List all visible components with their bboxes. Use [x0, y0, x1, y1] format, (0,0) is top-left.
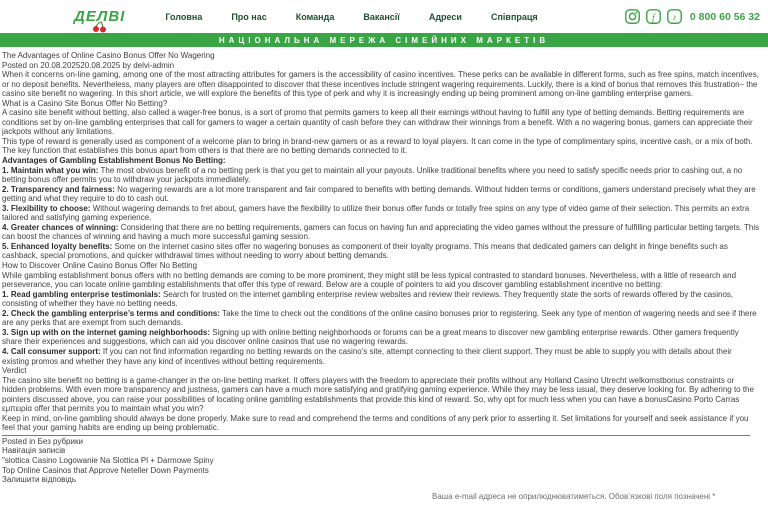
article-paragraph: 2. Check the gambling enterprise’s terms and conditions: Take the time to check out the conditions of the online casino bonuses prior to registering. Seek any type of mention of wagering needs and see if there are any perks that are exempt from such demands.: [2, 308, 757, 328]
site-header: [0, 0, 768, 33]
article-paragraph: 3. Sign up with on the internet gaming neighborhoods: Signing up with online betting neighborhoods or forums can be a great means to discover new gambling enterprise rewards. Other gamers frequently share their experiences and suggestions, which can aid you discover online casinos that use no wagering rewards.: [2, 327, 739, 347]
article-paragraph: 3. Flexibility to choose: Without wagering demands to fret about, gamers have the flexibility to utilize their bonus offer funds or totally free spins on any type of video game of their selection. This permits an extra tailored and satisfying gaming experience.: [2, 203, 750, 223]
instagram-icon[interactable]: [624, 8, 641, 25]
article-paragraph: A casino site benefit without betting, also called a wager-free bonus, is a sort of promo that permits gamers to keep all their earnings without having to fulfill any type of betting demands. Betting requirements are conditions set by on-line gambling enterprises that call for gamers to wager a certain quantity of cash before they can withdraw their winnings from a benefit. With a no wagering bonus, gamers can appreciate their jackpots without any limitations.: [2, 108, 753, 137]
article-paragraph: 5. Enhanced loyalty benefits: Some on the internet casino sites offer no wagering bonuses as component of their loyalty programs. This means that dedicated gamers can delight in fringe benefits such as cashback, special promotions, and quicker withdrawal times without needing to worry about betting demands.: [2, 241, 728, 261]
facebook-icon[interactable]: [645, 8, 662, 25]
article-title: The Advantages of Online Casino Bonus Offer No Wagering: [2, 51, 215, 60]
next-post-link[interactable]: Top Online Casinos that Approve Neteller Down Payments: [2, 465, 209, 475]
banner: [0, 33, 768, 47]
article-paragraph: The casino site benefit no betting is a game-changer in the on-line betting market. It offers players with the freedom to appreciate their profits without any Holland Casino Utrecht welkomstbonus constraints or hidden problems. With even more transparency and justness, gamers can have a much more satisfying and gratifying gaming experience. While they may be less usual, they deserve looking for. By adhering to the pointers discussed above, you can raise your possibilities of locating online gambling establishments that provide this kind of reward. So, why opt for much less when you can have a bonusCasino Porto Carras εμπειρία offer that permits you to maintain what you win?: [2, 375, 754, 414]
article-paragraph: How to Discover Online Casino Bonus Offer No Betting: [2, 261, 198, 271]
post-nav-heading: Навігація записів: [2, 446, 66, 456]
nav-item-vacancies[interactable]: Вакансії: [363, 11, 400, 22]
nav-item-addresses[interactable]: Адреси: [428, 11, 462, 22]
article-paragraph: 4. Call consumer support: If you can not find information regarding no betting rewards on the casino's site, attempt connecting to their client support. They must be able to supply you with details about their existing promos and whether they have any kind of incentives without betting requirements.: [2, 346, 732, 366]
main-nav: [165, 12, 537, 22]
article-paragraph: What is a Casino Site Bonus Offer No Betting?: [2, 98, 168, 108]
article-paragraph: 2. Transparency and fairness: No wagering rewards are a lot more transparent and fair compared to benefits with betting demands. Without hidden terms or conditions, gamers understand precisely what they are getting and what they require to do to cash out.: [2, 184, 756, 204]
logo[interactable]: [74, 9, 125, 24]
svg-text:f: f: [652, 12, 655, 24]
nav-item-cooperation[interactable]: Співпраця: [490, 11, 538, 22]
article-meta: Posted on 20.08.202520.08.2025 by delvi-admin: [2, 60, 175, 70]
article-body: [2, 70, 760, 433]
prev-post-link[interactable]: "slottica Casino Logowanie Na Slottica Pl + Darmowe Spiny: [2, 455, 214, 465]
article-paragraph: 4. Greater chances of winning: Considering that there are no betting requirements, gamers can focus on having fun and appreciating the video games without the pressure of fulfilling particular betting targets. This can boost the chances of winning and having a much more successful gaming session.: [2, 222, 760, 242]
cherries-icon: [92, 21, 108, 33]
article-paragraph: Verdict: [2, 366, 27, 376]
divider: [2, 435, 750, 436]
phone-number[interactable]: 0 800 60 56 32: [689, 10, 760, 23]
leave-reply-heading: Залишити відповідь: [2, 475, 76, 485]
article-paragraph: This type of reward is generally used as component of a welcome plan to bring in brand-new gamers or as a reward to loyal players. It can come in the type of complimentary spins, incentive cash, or a mix of both. The key function that establishes this bonus apart from others is that there are no betting demands connected to it.: [2, 136, 753, 156]
banner-text: НАЦІОНАЛЬНА МЕРЕЖА СІМЕЙНИХ МАРКЕТІВ: [218, 35, 550, 45]
posted-in: Posted in Без рубрики: [2, 436, 83, 446]
article-paragraph: While gambling establishment bonus offers with no betting demands are coming to be more prominent, they might still be less typical contrasted to standard bonuses. Nevertheless, with a little of research and perseverance, you can locate online gambling establishments that offer this type of reward. Below are a couple of pointers to aid you discover gambling establishment incentive no betting:: [2, 270, 737, 290]
svg-text:♪: ♪: [672, 12, 677, 23]
article-paragraph: When it concerns on-line gaming, among one of the most attracting attributes for gamers is the accessibility of casino incentives. These perks can be available in different forms, such as free spins, match incentives, or no deposit benefits. Nevertheless, many players are often disappointed to discover that these incentives include stringent wagering requirements. Luckily, there is a kind of bonus that removes this frustration– the casino site benefit no wagering. In this short article, we will explore the benefits of this type of perk and why it is increasingly ending up being prominent among on-line gambling enterprise gamers.: [2, 70, 759, 99]
nav-item-team[interactable]: Команда: [295, 11, 335, 22]
article-paragraph: 1. Read gambling enterprise testimonials: Search for trusted on the internet gambling enterprise review websites and review their reviews. They frequently state the sorts of rewards offered by the casinos, consisting of whether they have no betting needs.: [2, 289, 734, 309]
article: [0, 47, 768, 501]
tiktok-icon[interactable]: [666, 8, 683, 25]
nav-item-home[interactable]: Головна: [165, 11, 203, 22]
article-paragraph: 1. Maintain what you win: The most obvious benefit of a no betting perk is that you get to maintain all your payouts. Unlike traditional benefits where you need to satisfy specific needs prior to cashing out, a no betting bonus offer permits you to withdraw your jackpots immediately.: [2, 165, 743, 185]
email-note: Ваша e-mail адреса не оприлюднюватиметься. Обов’язкові поля позначені *: [432, 491, 716, 501]
nav-item-about[interactable]: Про нас: [231, 11, 267, 22]
article-paragraph: Advantages of Gambling Establishment Bonus No Betting:: [2, 156, 226, 166]
logo-text: ДЕЛВІ: [74, 8, 126, 25]
article-paragraph: Keep in mind, on-line gambling should always be done properly. Make sure to read and comprehend the terms and conditions of any perk prior to asserting it. Set limitations for yourself and seek assistance if you feel that your gaming habits are ending up being problematic.: [2, 413, 749, 433]
social-links: [624, 8, 683, 25]
